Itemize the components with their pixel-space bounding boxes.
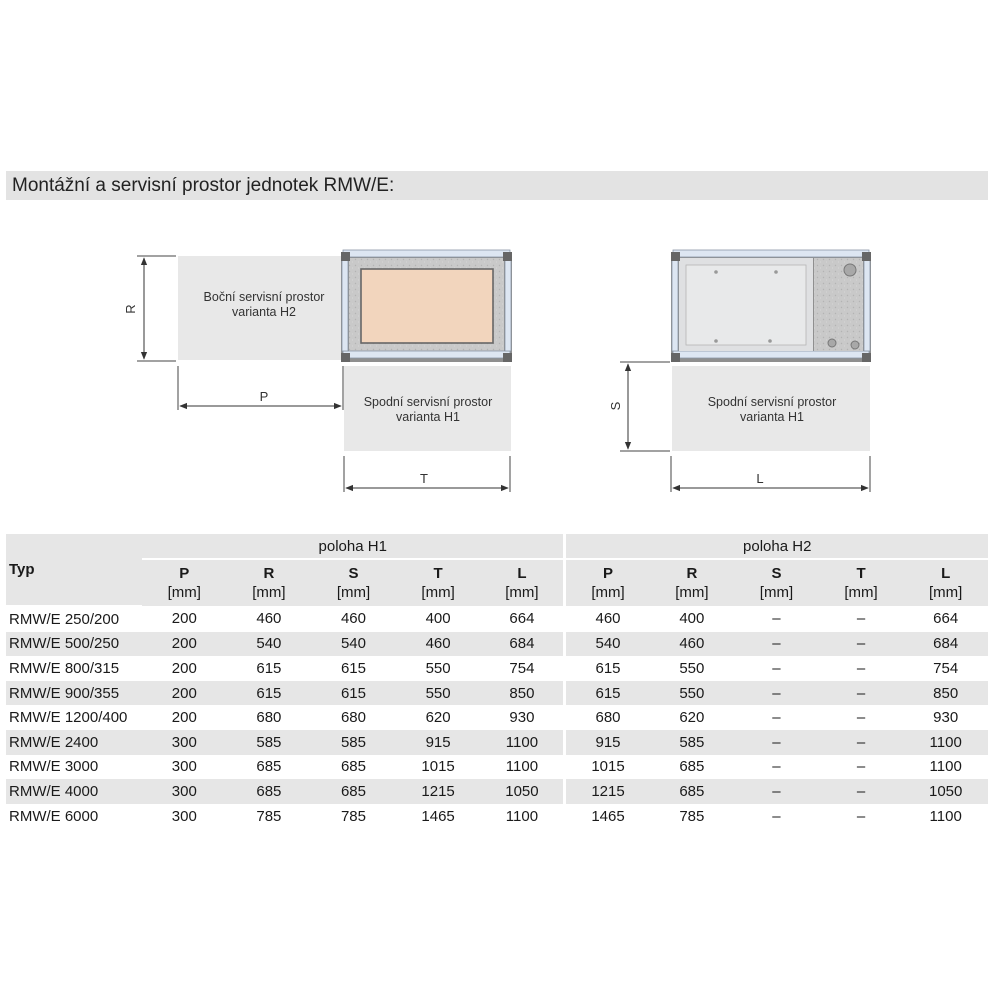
h1-p-cell: 200 xyxy=(142,632,227,657)
h1-t-cell: 620 xyxy=(425,709,451,727)
h2-r-cell: 785 xyxy=(679,807,705,825)
dimension-s xyxy=(608,362,670,451)
dimension-r xyxy=(123,256,176,361)
h1-l-cell: 1050 xyxy=(480,779,565,804)
h2-r-cell: 585 xyxy=(650,730,735,755)
h1-r-cell: 460 xyxy=(256,610,282,628)
h1-t-cell: 1015 xyxy=(421,758,455,776)
h1-p-cell: 200 xyxy=(142,681,227,706)
h2-l-cell: 1050 xyxy=(903,779,988,804)
column-header-h2-l: L [mm] xyxy=(903,559,988,606)
page-title: Montážní a servisní prostor jednotek RMW/E: xyxy=(12,175,395,196)
type-cell: RMW/E 900/355 xyxy=(6,681,142,706)
table-row xyxy=(6,804,988,829)
type-cell: RMW/E 6000 xyxy=(9,807,99,825)
h2-l-cell: 1100 xyxy=(903,730,988,755)
h1-t-cell: 1215 xyxy=(396,779,481,804)
h2-r-cell: 550 xyxy=(679,659,705,677)
table-column-header-row xyxy=(6,559,988,606)
group-header-h1: poloha H1 xyxy=(142,534,565,559)
h2-p-cell: 615 xyxy=(565,681,650,706)
table-row xyxy=(6,656,988,681)
type-cell: RMW/E 250/200 xyxy=(9,610,120,628)
dimensions-table xyxy=(6,534,988,828)
type-column-header: Typ xyxy=(6,534,142,606)
column-header-h1-p: P [mm] xyxy=(142,559,227,606)
h1-p-cell: 200 xyxy=(171,610,197,628)
h1-r-cell: 785 xyxy=(256,807,282,825)
table-row xyxy=(6,755,988,780)
h2-s-cell: – xyxy=(772,709,781,727)
h1-t-cell: 400 xyxy=(425,610,451,628)
h1-s-cell: 685 xyxy=(340,758,366,776)
column-header-h2-t: T [mm] xyxy=(819,559,904,606)
h2-p-cell: 540 xyxy=(565,632,650,657)
h1-l-cell: 1100 xyxy=(505,758,539,776)
table-row xyxy=(6,681,988,706)
h1-p-cell: 300 xyxy=(142,779,227,804)
h1-r-cell: 680 xyxy=(256,709,282,727)
h2-s-cell: – xyxy=(772,807,781,825)
table-row xyxy=(6,730,988,755)
h2-l-cell: 850 xyxy=(903,681,988,706)
h2-p-cell: 460 xyxy=(565,606,650,632)
side-area-label-line1: Boční servisní prostor xyxy=(203,290,325,304)
h1-s-cell: 685 xyxy=(311,779,396,804)
h2-t-cell: – xyxy=(856,610,866,628)
right-diagram xyxy=(608,250,871,492)
column-header-h2-p: P [mm] xyxy=(565,559,650,606)
h1-s-cell: 615 xyxy=(340,659,366,677)
column-header-h2-s: S [mm] xyxy=(734,559,819,606)
h2-p-cell: 1215 xyxy=(565,779,650,804)
h2-t-cell: – xyxy=(819,730,904,755)
h1-l-cell: 850 xyxy=(480,681,565,706)
h1-l-cell: 684 xyxy=(480,632,565,657)
type-cell: RMW/E 4000 xyxy=(6,779,142,804)
h2-t-cell: – xyxy=(856,659,866,677)
h1-l-cell: 1100 xyxy=(505,807,539,825)
h1-s-cell: 585 xyxy=(311,730,396,755)
h1-t-cell: 1465 xyxy=(421,807,455,825)
h2-r-cell: 685 xyxy=(650,779,735,804)
h1-s-cell: 785 xyxy=(340,807,366,825)
column-header-h1-s: S [mm] xyxy=(311,559,396,606)
type-cell: RMW/E 800/315 xyxy=(9,659,120,677)
column-header-h2-r: R [mm] xyxy=(650,559,735,606)
h2-p-cell: 1465 xyxy=(565,804,650,829)
h2-s-cell: – xyxy=(772,610,781,628)
table-row xyxy=(6,705,988,730)
type-cell: RMW/E 1200/400 xyxy=(9,709,128,727)
h2-t-cell: – xyxy=(819,632,904,657)
table-body xyxy=(6,606,988,828)
h2-t-cell: – xyxy=(819,681,904,706)
h1-p-cell: 200 xyxy=(171,659,197,677)
h1-r-cell: 685 xyxy=(256,758,282,776)
type-cell: RMW/E 500/250 xyxy=(6,632,142,657)
h1-t-cell: 550 xyxy=(396,681,481,706)
dimension-p xyxy=(178,366,343,410)
group-header-h2: poloha H2 xyxy=(565,534,988,559)
h2-s-cell: – xyxy=(772,758,781,776)
h1-s-cell: 540 xyxy=(311,632,396,657)
bottom-area-label-line2: varianta H1 xyxy=(396,410,460,424)
dimension-p-label: P xyxy=(259,389,269,404)
dimension-t xyxy=(344,456,510,492)
dimension-t-label: T xyxy=(420,471,428,486)
h1-s-cell: 615 xyxy=(311,681,396,706)
h1-r-cell: 540 xyxy=(227,632,312,657)
h2-r-cell: 400 xyxy=(679,610,705,628)
h2-p-cell: 680 xyxy=(565,705,650,730)
h1-r-cell: 685 xyxy=(227,779,312,804)
bottom-area-label-line1: Spodní servisní prostor xyxy=(363,395,493,409)
h2-s-cell: – xyxy=(734,779,819,804)
h2-s-cell: – xyxy=(734,730,819,755)
h1-p-cell: 300 xyxy=(171,758,197,776)
bottom-area-label-right-line2: varianta H1 xyxy=(740,410,804,424)
side-area-label-line2: varianta H2 xyxy=(232,305,296,319)
table-row xyxy=(6,632,988,657)
h2-r-cell: 620 xyxy=(679,709,705,727)
h1-l-cell: 930 xyxy=(509,709,535,727)
dimension-l-label: L xyxy=(756,471,764,486)
column-header-h1-r: R [mm] xyxy=(227,559,312,606)
h1-r-cell: 615 xyxy=(227,681,312,706)
h2-l-cell: 930 xyxy=(933,709,959,727)
h2-r-cell: 460 xyxy=(650,632,735,657)
h2-l-cell: 684 xyxy=(903,632,988,657)
h1-t-cell: 915 xyxy=(396,730,481,755)
table-row xyxy=(6,606,988,632)
h2-p-cell: 1015 xyxy=(565,755,650,780)
h1-r-cell: 585 xyxy=(227,730,312,755)
h1-p-cell: 200 xyxy=(171,709,197,727)
h1-l-cell: 754 xyxy=(509,659,535,677)
unit-side-view xyxy=(671,250,871,362)
bottom-area-label-right-line1: Spodní servisní prostor xyxy=(707,395,837,409)
h1-t-cell: 460 xyxy=(396,632,481,657)
dimension-r-label: R xyxy=(123,304,138,314)
column-header-h1-t: T [mm] xyxy=(396,559,481,606)
dimension-s-label: S xyxy=(608,401,623,411)
h1-l-cell: 664 xyxy=(509,610,535,628)
h2-t-cell: – xyxy=(856,807,866,825)
h2-r-cell: 685 xyxy=(679,758,705,776)
h2-s-cell: – xyxy=(772,659,781,677)
h2-p-cell: 615 xyxy=(565,656,650,681)
h2-p-cell: 915 xyxy=(565,730,650,755)
table-row xyxy=(6,779,988,804)
h1-l-cell: 1100 xyxy=(480,730,565,755)
h1-t-cell: 550 xyxy=(425,659,451,677)
left-diagram xyxy=(123,250,512,492)
h2-s-cell: – xyxy=(734,632,819,657)
h2-s-cell: – xyxy=(734,681,819,706)
dimension-l xyxy=(671,456,870,492)
h2-t-cell: – xyxy=(819,779,904,804)
h2-t-cell: – xyxy=(856,758,866,776)
h1-s-cell: 680 xyxy=(340,709,366,727)
h2-l-cell: 754 xyxy=(933,659,959,677)
column-header-h1-l: L [mm] xyxy=(480,559,565,606)
h1-s-cell: 460 xyxy=(340,610,366,628)
unit-end-view xyxy=(341,250,512,362)
h2-l-cell: 1100 xyxy=(929,807,962,825)
h1-p-cell: 300 xyxy=(171,807,197,825)
h2-l-cell: 664 xyxy=(933,610,959,628)
type-cell: RMW/E 3000 xyxy=(9,758,99,776)
h1-r-cell: 615 xyxy=(256,659,282,677)
h2-l-cell: 1100 xyxy=(929,758,962,776)
table-group-header-row xyxy=(6,534,988,559)
h1-p-cell: 300 xyxy=(142,730,227,755)
h2-t-cell: – xyxy=(856,709,866,727)
h2-r-cell: 550 xyxy=(650,681,735,706)
type-cell: RMW/E 2400 xyxy=(6,730,142,755)
